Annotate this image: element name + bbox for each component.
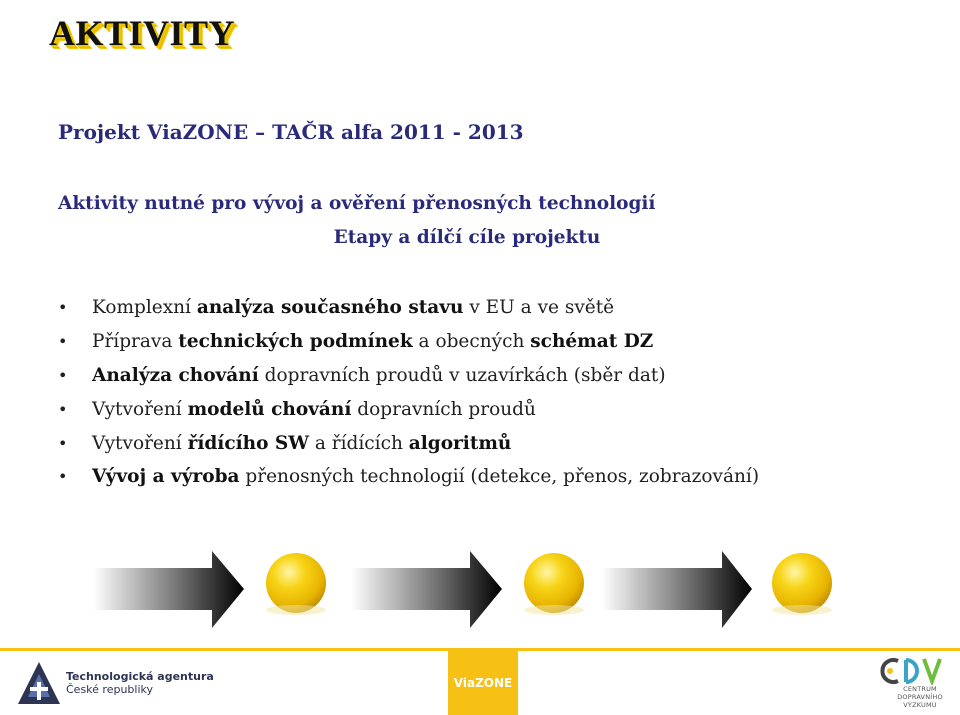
- agency-name: [66, 670, 214, 696]
- cdv-mark-icon: [876, 655, 956, 685]
- activity-emphasis: Analýza chování: [92, 365, 259, 386]
- viazone-logo: [448, 651, 518, 715]
- stages-heading-text: Etapy a dílčí cíle projektu: [333, 227, 601, 248]
- activity-item: [58, 427, 888, 461]
- arrow-step-2: [351, 551, 502, 628]
- activity-item: [58, 359, 888, 393]
- activity-emphasis: algoritmů: [408, 433, 512, 454]
- bullet-icon: •: [58, 467, 68, 486]
- cdv-logo: [876, 655, 956, 715]
- process-flow-graphic: [0, 548, 960, 638]
- slide-title: AKTIVITY: [49, 13, 236, 53]
- agency-name-line2: České republiky: [66, 683, 154, 696]
- activity-text: přenosných technologií (detekce, přenos, zobrazování): [239, 466, 760, 487]
- activity-emphasis: Vývoj a výroba: [92, 466, 240, 487]
- activity-text: Příprava: [92, 331, 179, 352]
- activity-emphasis: analýza současného stavu: [196, 297, 464, 318]
- arrow-step-1: [93, 551, 244, 628]
- activity-list: [58, 291, 888, 493]
- agency-logo: [16, 660, 216, 708]
- cdv-name-line1: CENTRUM: [903, 685, 937, 693]
- activity-text: v EU a ve světě: [463, 297, 615, 318]
- activity-item: [58, 461, 888, 493]
- circle-step-1: [266, 553, 326, 615]
- agency-name-line1: Technologická agentura: [66, 670, 214, 683]
- stages-heading: [0, 227, 960, 248]
- viazone-label: ViaZONE: [453, 676, 513, 690]
- bullet-icon: •: [58, 434, 68, 453]
- activity-emphasis: technických podmínek: [178, 331, 413, 352]
- activity-text: dopravních proudů v uzavírkách (sběr dat): [258, 365, 666, 386]
- activity-text: Komplexní: [92, 297, 197, 318]
- project-heading: Projekt ViaZONE – TAČR alfa 2011 - 2013: [58, 120, 524, 144]
- activity-item: [58, 393, 888, 427]
- activity-text: Vytvoření: [92, 399, 188, 420]
- agency-triangle-icon: [16, 660, 62, 708]
- bullet-icon: •: [58, 298, 68, 317]
- activity-emphasis: schémat DZ: [530, 331, 654, 352]
- bullet-icon: •: [58, 332, 68, 351]
- activity-text: dopravních proudů: [351, 399, 536, 420]
- activity-text: a obecných: [412, 331, 531, 352]
- activities-heading: Aktivity nutné pro vývoj a ověření přenosných technologií: [58, 193, 656, 214]
- bullet-icon: •: [58, 400, 68, 419]
- activity-emphasis: řídícího SW: [187, 433, 309, 454]
- circle-step-3: [772, 553, 832, 615]
- activity-item: [58, 291, 888, 325]
- arrow-step-3: [602, 551, 752, 628]
- bullet-icon: •: [58, 366, 68, 385]
- cdv-name-line3: VÝZKUMU: [903, 701, 937, 709]
- cdv-name: [888, 685, 952, 709]
- activity-item: [58, 325, 888, 359]
- activity-emphasis: modelů chování: [187, 399, 352, 420]
- activity-text: Vytvoření: [92, 433, 188, 454]
- circle-step-2: [524, 553, 584, 615]
- activity-text: a řídících: [309, 433, 409, 454]
- cdv-name-line2: DOPRAVNÍHO: [897, 693, 943, 701]
